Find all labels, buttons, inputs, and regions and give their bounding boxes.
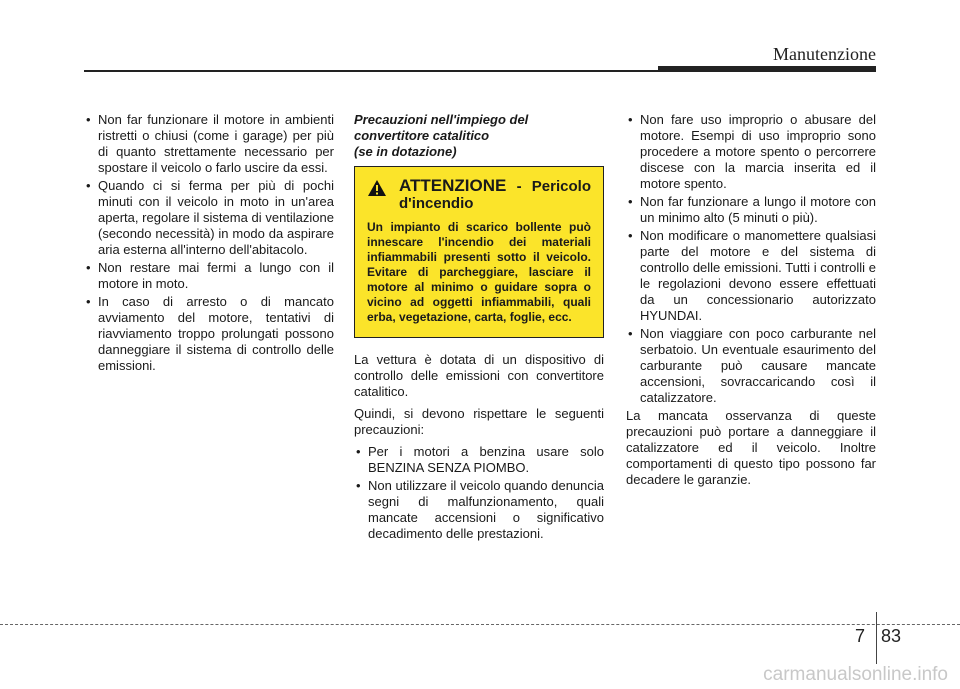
section-title <box>354 112 604 160</box>
page-number: 83 <box>881 626 902 646</box>
bullet-list-middle <box>354 444 604 542</box>
paragraph: La mancata osservanza di queste precauzioni può portare a danneggiare il catalizzatore ed il veicolo. Inoltre comportamenti di questo tipo possono far decadere le garanzie. <box>626 408 876 487</box>
column-middle <box>354 112 604 544</box>
warning-keyword: ATTENZIONE <box>399 176 507 195</box>
bullet-list-right <box>626 112 876 406</box>
paragraph: Quindi, si devono rispettare le seguenti precauzioni: <box>354 406 604 437</box>
warning-box <box>354 166 604 338</box>
list-item: • Non far funzionare il motore in ambienti ristretti o chiusi (come i garage) per più di quanto strettamente necessario per spostare il veicolo o farlo uscire da essi. <box>84 112 334 176</box>
section-title-line: (se in dotazione) <box>354 144 457 159</box>
list-item: • Per i motori a benzina usare solo BENZINA SENZA PIOMBO. <box>354 444 604 476</box>
paragraph: La vettura è dotata di un dispositivo di controllo delle emissioni con convertitore catalitico. <box>354 352 604 399</box>
list-item: • Non viaggiare con poco carburante nel serbatoio. Un eventuale esaurimento del carburante può causare mancate accensioni, sovraccaricando così il catalizzatore. <box>626 326 876 406</box>
list-item: • Non modificare o manomettere qualsiasi parte del motore e del sistema di controllo delle emissioni. Tutti i controlli e le regolazioni devono essere effettuati da un concessionario autorizzato HYUNDAI. <box>626 228 876 324</box>
bullet-list-left <box>84 112 334 374</box>
list-item: • Non utilizzare il veicolo quando denuncia segni di malfunzionamento, quali mancate accensioni o significativo decadimento delle prestazioni. <box>354 478 604 542</box>
footer-divider <box>876 612 877 664</box>
section-title-line: Precauzioni nell'impiego del <box>354 112 529 127</box>
column-left <box>84 112 334 376</box>
list-item: • In caso di arresto o di mancato avviamento del motore, tentativi di riavviamento troppo prolungati possono danneggiare il sistema di controllo delle emissioni. <box>84 294 334 374</box>
list-item: • Non far funzionare a lungo il motore con un minimo alto (5 minuti o più). <box>626 194 876 226</box>
warning-heading-rest: - Pericolo d'incendio <box>399 178 591 212</box>
list-item: • Non restare mai fermi a lungo con il motore in moto. <box>84 260 334 292</box>
list-item: • Quando ci si ferma per più di pochi minuti con il veicolo in moto in un'area aperta, regolare il sistema di ventilazione (secondo necessità) in modo da aspirare aria esterna all'interno dell'abitacolo. <box>84 178 334 258</box>
list-item: • Non fare uso improprio o abusare del motore. Esempi di uso improprio sono procedere a motore spento o percorrere discese con la marcia inserita ed il motore spento. <box>626 112 876 192</box>
page-header-title: Manutenzione <box>773 44 876 64</box>
footer-rule <box>0 624 960 625</box>
header-rule-accent <box>658 66 876 72</box>
column-right <box>626 112 876 494</box>
warning-body: Un impianto di scarico bollente può innescare l'incendio dei materiali infiammabili presenti sotto il veicolo. Evitare di parcheggiare, lasciare il motore al minimo o guidare sopra o vicino ad oggetti infiammabili, quali erba, vegetazione, carta, foglie, ecc. <box>367 220 591 324</box>
chapter-number: 7 <box>855 626 866 646</box>
warning-header <box>367 177 591 212</box>
section-title-line: convertitore catalitico <box>354 128 490 143</box>
warning-heading <box>399 177 591 212</box>
warning-triangle-icon <box>367 179 387 197</box>
watermark-text: carmanualsonline.info <box>763 664 948 685</box>
